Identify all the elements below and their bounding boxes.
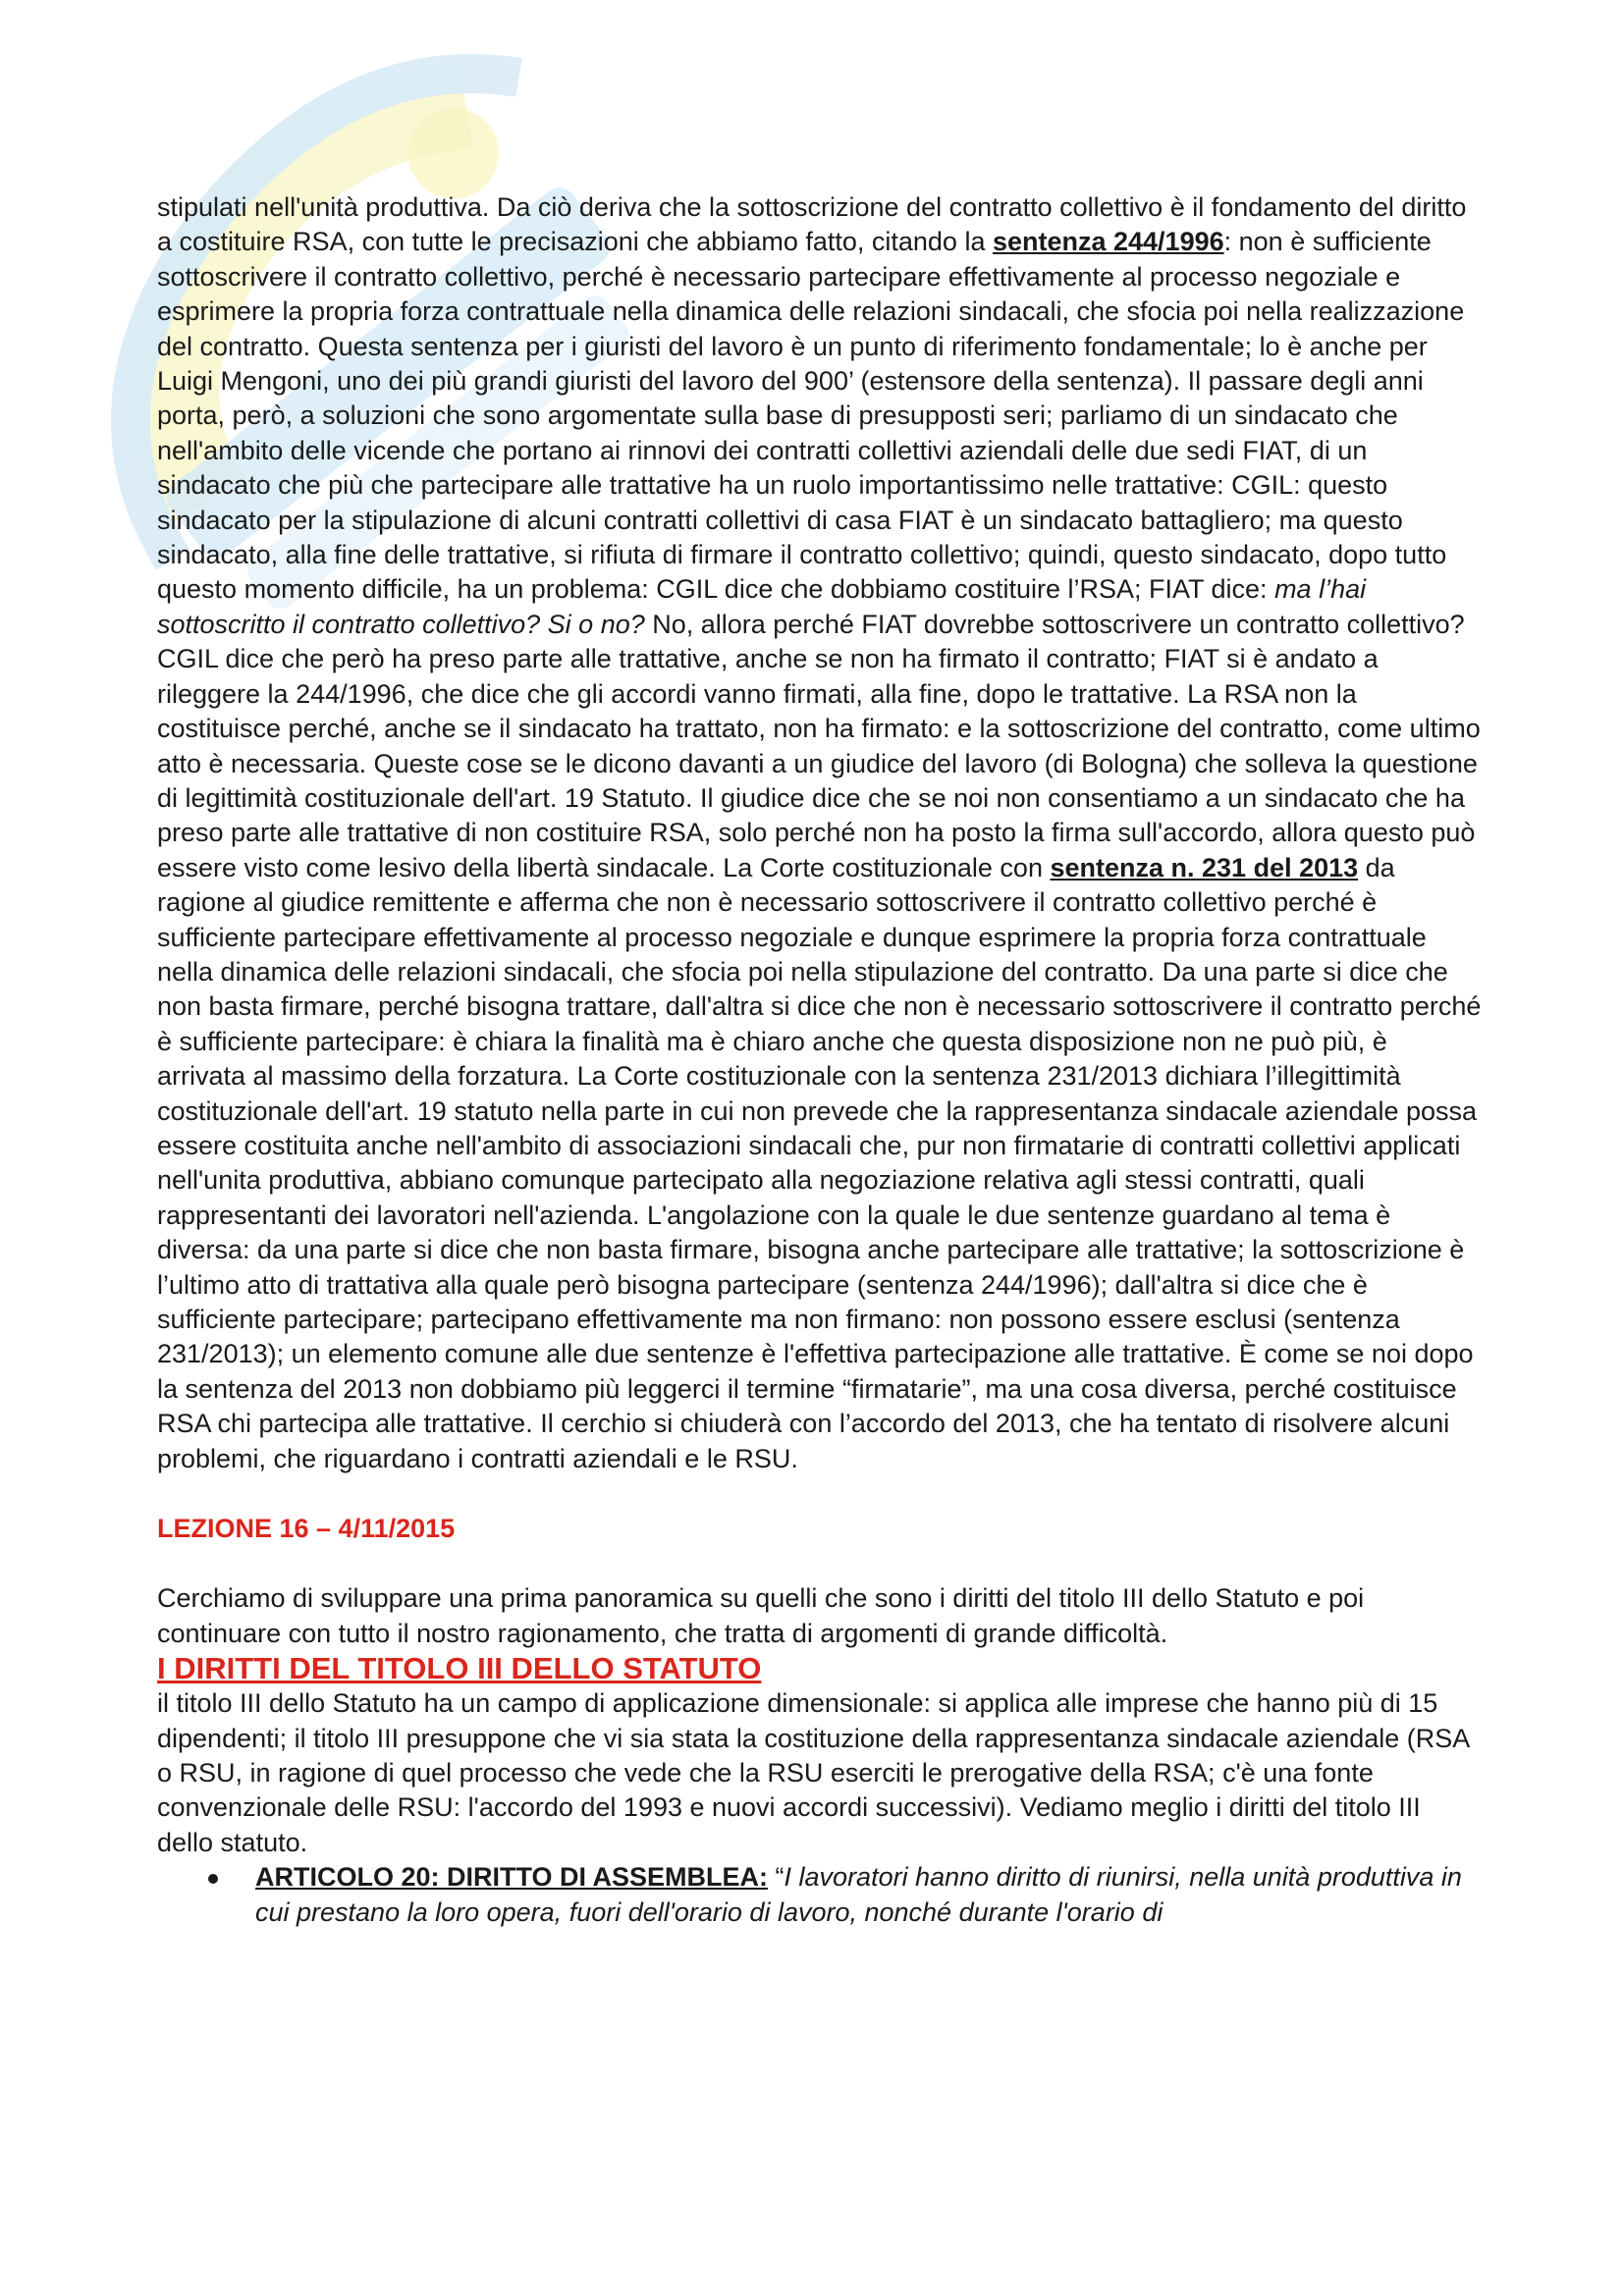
citation-sentenza-231-2013: sentenza n. 231 del 2013 [1050, 852, 1359, 882]
paragraph-text: stipulati nell'unità produttiva. Da ciò deriva che la sottoscrizione del contratto collettivo è il fondamento del diritto a costituire RSA, con tutte le precisazioni che abbiamo fatto, citando la [157, 192, 1467, 257]
body-paragraph [157, 190, 1483, 1476]
section-title: I DIRITTI DEL TITOLO III DELLO STATUTO [157, 1651, 762, 1686]
article-quote: I lavoratori hanno diritto di riunirsi, nella unità produttiva in cui prestano la loro opera, fuori dell'orario di lavoro, nonché durante l'orario di [255, 1862, 1462, 1927]
article-label: ARTICOLO 20: DIRITTO DI ASSEMBLEA: [255, 1862, 769, 1893]
italic-quote: ma l’hai sottoscritto il contratto collettivo? Si o no? [157, 574, 1367, 639]
paragraph-text: No, allora perché FIAT dovrebbe sottoscrivere un contratto collettivo? CGIL dice che però ha preso parte alle trattative, anche se non ha firmato il contratto; FIAT si è andato a rileggere la 244/1996, che dice che gli accordi vanno firmati, alla fine, dopo le trattative. La RSA non la costituisce perché, anche se il sindacato ha trattato, non ha firmato: e la sottoscrizione del contratto, come ultimo atto è necessaria. Queste cose se le dicono davanti a un giudice del lavoro (di Bologna) che solleva la questione di legittimità costituzionale dell'art. 19 Statuto. Il giudice dice che se noi non consentiamo a un sindacato che ha preso parte alle trattative di non costituire RSA, solo perché non ha posto la firma sull'accordo, allora questo può essere visto come lesivo della libertà sindacale. La Corte costituzionale con [157, 609, 1481, 882]
citation-sentenza-244-1996: sentenza 244/1996 [992, 227, 1224, 257]
intro-paragraph: Cerchiamo di sviluppare una prima panoramica su quelli che sono i diritti del titolo III dello Statuto e poi continuare con tutto il nostro ragionamento, che tratta di argomenti di grande difficoltà. [157, 1583, 1365, 1648]
paragraph-text: da ragione al giudice remittente e afferma che non è necessario sottoscrivere il contratto collettivo perché è sufficiente partecipare effettivamente al processo negoziale e dunque esprimere la propria forza contrattuale nella dinamica delle relazioni sindacali, che sfocia poi nella stipulazione del contratto. Da una parte si dice che non basta firmare, perché bisogna trattare, dall'altra si dice che non è necessario sottoscrivere il contratto perché è sufficiente partecipare: è chiara la finalità ma è chiaro anche che questa disposizione non ne può più, è arrivata al massimo della forzatura. La Corte costituzionale con la sentenza 231/2013 dichiara l’illegittimità costituzionale dell'art. 19 statuto nella parte in cui non prevede che la rappresentanza sindacale aziendale possa essere costituita anche nell'ambito di associazioni sindacali che, pur non firmatarie di contratti collettivi applicati nell'unita produttiva, abbiano comunque partecipato alla negoziazione relativa agli stessi contratti, quali rappresentanti dei lavoratori nell'azienda. L'angolazione con la quale le due sentenze guardano al tema è diversa: da una parte si dice che non basta firmare, bisogna anche partecipare alle trattative; la sottoscrizione è l’ultimo atto di trattativa alla quale però bisogna partecipare (sentenza 244/1996); dall'altra si dice che è sufficiente partecipare; partecipano effettivamente ma non firmano: non possono essere esclusi (sentenza 231/2013); un elemento comune alle due sentenze è l'effettiva partecipazione alle trattative. È come se noi dopo la sentenza del 2013 non dobbiamo più leggerci il termine “firmatarie”, ma una cosa diversa, perché costituisce RSA chi partecipa alle trattative. Il cerchio si chiuderà con l’accordo del 2013, che ha tentato di risolvere alcuni problemi, che riguardano i contratti aziendali e le RSU. [157, 852, 1482, 1473]
section-paragraph: il titolo III dello Statuto ha un campo di applicazione dimensionale: si applica alle imprese che hanno più di 15 dipendenti; il titolo III presuppone che vi sia stata la costituzione della rappresentanza sindacale aziendale (RSA o RSU, in ragione di quel processo che vede che la RSU eserciti le prerogative della RSA; c'è una fonte convenzionale delle RSU: l'accordo del 1993 e nuovi accordi successivi). Vediamo meglio i diritti del titolo III dello statuto. [157, 1688, 1469, 1857]
list-item [255, 1860, 1483, 1930]
paragraph-text: : non è sufficiente sottoscrivere il contratto collettivo, perché è necessario partecipare effettivamente al processo negoziale e esprimere la propria forza contrattuale nella dinamica delle relazioni sindacali, che sfocia poi nella realizzazione del contratto. Questa sentenza per i giuristi del lavoro è un punto di riferimento fondamentale; lo è anche per Luigi Mengoni, uno dei più grandi giuristi del lavoro del 900’ (estensore della sentenza). Il passare degli anni porta, però, a soluzioni che sono argomentate sulla base di presupposti seri; parliamo di un sindacato che nell'ambito delle vicende che portano ai rinnovi dei contratti collettivi aziendali delle due sedi FIAT, di un sindacato che più che partecipare alle trattative ha un ruolo importantissimo nelle trattative: CGIL: questo sindacato per la stipulazione di alcuni contratti collettivi di casa FIAT è un sindacato battagliero; ma questo sindacato, alla fine delle trattative, si rifiuta di firmare il contratto collettivo; quindi, questo sindacato, dopo tutto questo momento difficile, ha un problema: CGIL dice che dobbiamo costituire l’RSA; FIAT dice: [157, 227, 1465, 605]
bullet-list [157, 1860, 1483, 1930]
quote-mark: “ [768, 1862, 784, 1893]
lesson-heading: LEZIONE 16 – 4/11/2015 [157, 1514, 456, 1544]
document-page [157, 190, 1483, 1930]
